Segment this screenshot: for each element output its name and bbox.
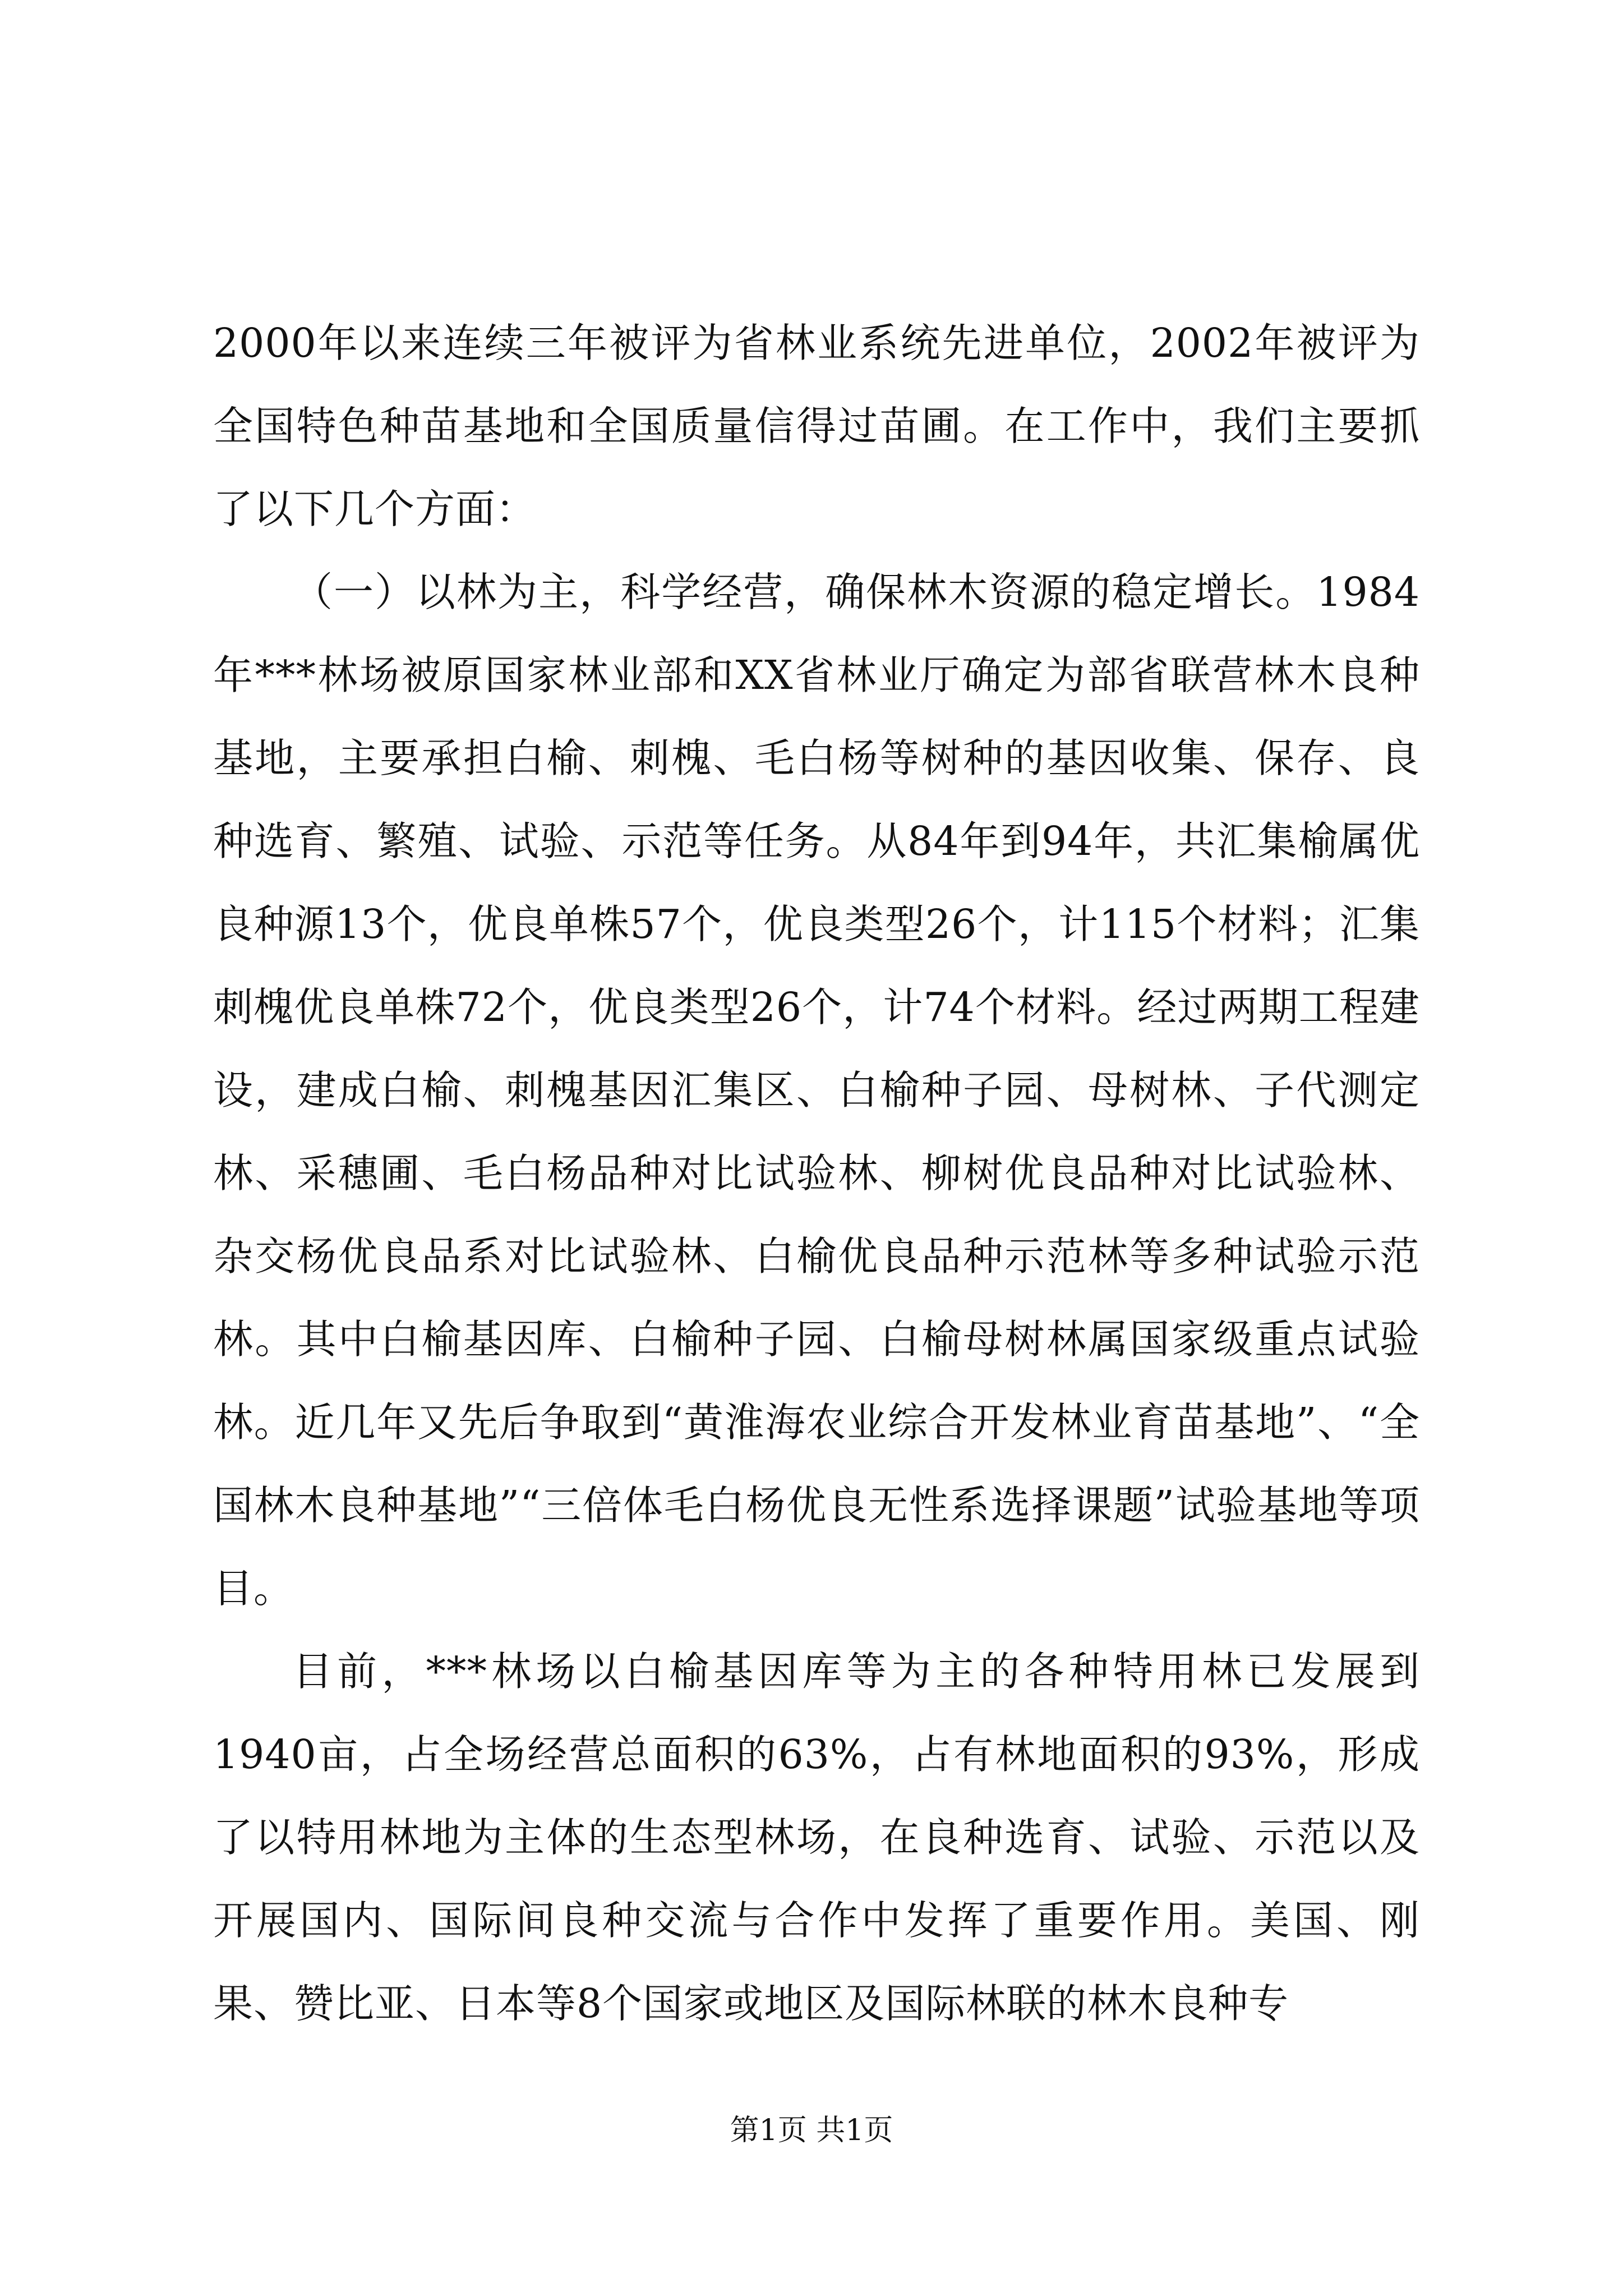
- paragraph-2: （一）以林为主，科学经营，确保林木资源的稳定增长。1984年***林场被原国家林业部和XX省林业厅确定为部省联营林木良种基地，主要承担白榆、刺槐、毛白杨等树种的基因收集、保存、良种选育、繁殖、试验、示范等任务。从84年到94年，共汇集榆属优良种源13个，优良单株57个，优良类型26个，计115个材料；汇集刺槐优良单株72个，优良类型26个，计74个材料。经过两期工程建设，建成白榆、刺槐基因汇集区、白榆种子园、母树林、子代测定林、采穗圃、毛白杨品种对比试验林、柳树优良品种对比试验林、杂交杨优良品系对比试验林、白榆优良品种示范林等多种试验示范林。其中白榆基因库、白榆种子园、白榆母树林属国家级重点试验林。近几年又先后争取到“黄淮海农业综合开发林业育苗基地”、“全国林木良种基地”“三倍体毛白杨优良无性系选择课题”试验基地等项目。: [213, 569, 1420, 1612]
- document-body: [213, 302, 1420, 2045]
- paragraph-1: 2000年以来连续三年被评为省林业系统先进单位，2002年被评为全国特色种苗基地和全国质量信得过苗圃。在工作中，我们主要抓了以下几个方面：: [213, 320, 1420, 532]
- page-footer: 第1页 共1页: [730, 2114, 893, 2147]
- paragraph-3: 目前，***林场以白榆基因库等为主的各种特用林已发展到1940亩，占全场经营总面积的63%，占有林地面积的93%，形成了以特用林地为主体的生态型林场，在良种选育、试验、示范以及开展国内、国际间良种交流与合作中发挥了重要作用。美国、刚果、赞比亚、日本等8个国家或地区及国际林联的林木良种专: [213, 1648, 1420, 2027]
